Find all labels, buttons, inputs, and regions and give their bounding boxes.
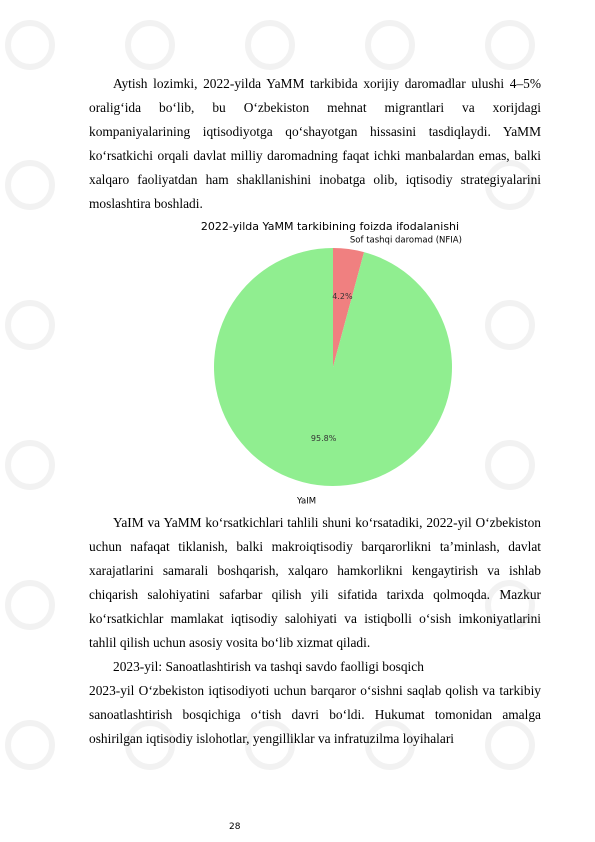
pie-chart-svg [180,216,490,506]
paragraph-analysis: YaIM va YaMM ko‘rsatkichlari tahlili shuni ko‘rsatadiki, 2022-yil O‘zbekiston uchun nafaqat tiklanish, balki makroiqtisodiy barqarorlikni ta’minlash, davlat xarajatlarini samarali boshqarish, xalqaro hamkorlikni kengaytirish va ishlab chiqarish salohiyatini safarbar qilish yili sifatida tarixda qolmoqda. Mazkur ko‘rsatkichlar mamlakat iqtisodiy salohiyati va istiqbolli o‘sish imkoniyatlarini tahlil qilish uchun asosiy vosita bo‘lib xizmat qiladi. [89,515,541,650]
page-number: 28 [229,822,241,832]
pie-category-label-1: YaIM [297,496,317,506]
chart-title: 2022-yilda YaMM tarkibining foizda ifodalanishi [200,220,460,233]
pie-percent-label-0: 4.2% [332,292,353,302]
pie-percent-label-1: 95.8% [310,433,337,443]
pie-category-label-0: Sof tashqi daromad (NFIA) [349,235,462,246]
section-heading: 2023-yil: Sanoatlashtirish va tashqi savdo faolligi bosqich [113,659,424,674]
paragraph-intro: Aytish lozimki, 2022-yilda YaMM tarkibida xorijiy daromadlar ulushi 4–5% oralig‘ida bo‘lib, bu O‘zbekiston mehnat migrantlari va xorijdagi kompaniyalarining iqtisodiyotga qo‘shayotgan hissasini tasdiqlaydi. YaMM ko‘rsatkichi orqali davlat milliy daromadning faqat ichki manbalardan emas, balki xalqaro faoliyatdan ham shakllanishini inobatga olib, iqtisodiy strategiyalarini moslashtira boshladi. [89,76,541,211]
pie-slice-1 [214,248,452,486]
pie-chart [180,216,490,506]
paragraph-2023: 2023-yil O‘zbekiston iqtisodiyoti uchun barqaror o‘sishni saqlab qolish va tarkibiy sanoatlashtirish bosqichiga o‘tish davri bo‘ldi. Hukumat tomonidan amalga oshirilgan iqtisodiy islohotlar, yengilliklar va infratuzilma loyihalari [89,683,541,746]
